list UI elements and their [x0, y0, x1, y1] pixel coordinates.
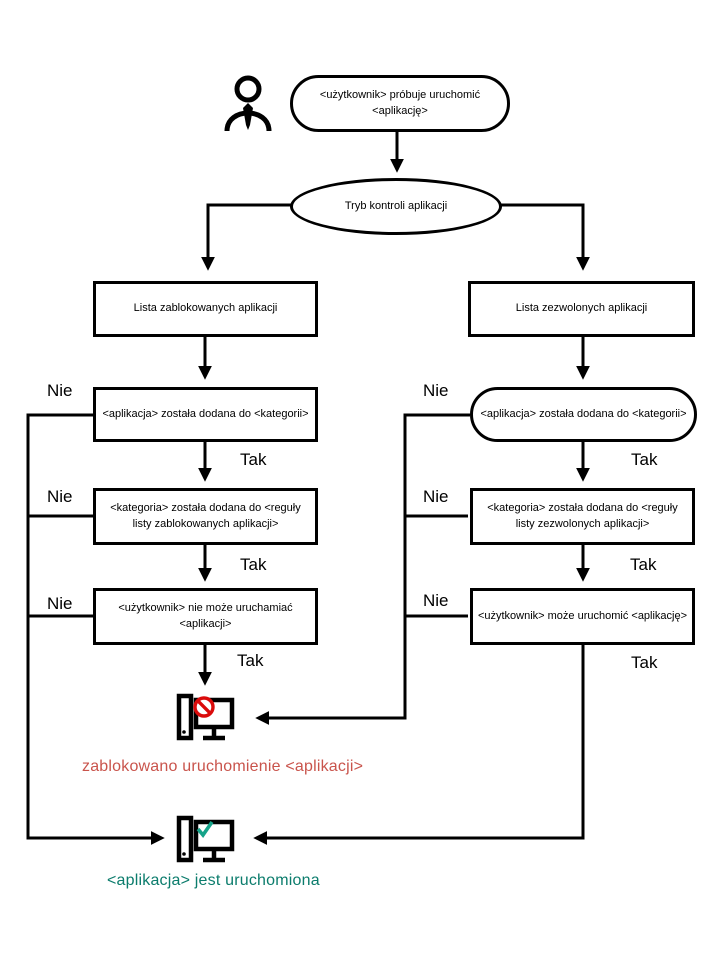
node-blocked-list: Lista zablokowanych aplikacji	[93, 281, 318, 337]
node-allowed-list: Lista zezwolonych aplikacji	[468, 281, 695, 337]
label-no-left-1: Nie	[47, 381, 73, 400]
label-yes-right-2: Tak	[630, 555, 657, 574]
node-left-app-in-category: <aplikacja> została dodana do <kategorii>	[93, 387, 318, 442]
label-no-right-1: Nie	[423, 381, 449, 400]
node-right-app-in-category: <aplikacja> została dodana do <kategorii>	[470, 387, 697, 442]
label-yes-right-1: Tak	[631, 450, 658, 469]
label-no-right-3: Nie	[423, 591, 449, 610]
label-no-right-2: Nie	[423, 487, 449, 506]
blocked-outcome-text: zablokowano uruchomienie <aplikacji>	[82, 758, 364, 775]
label-yes-left-1: Tak	[240, 450, 267, 469]
label-yes-left-2: Tak	[240, 555, 267, 574]
label-yes-left-3: Tak	[237, 651, 264, 670]
node-control-mode: Tryb kontroli aplikacji	[290, 178, 502, 235]
computer-running-icon	[176, 814, 236, 868]
user-icon	[220, 74, 276, 134]
node-left-user-cannot-run: <użytkownik> nie może uruchamiać <aplikacji>	[93, 588, 318, 645]
node-right-user-can-run: <użytkownik> może uruchomić <aplikację>	[470, 588, 695, 645]
label-no-left-2: Nie	[47, 487, 73, 506]
computer-blocked-icon	[176, 692, 236, 746]
node-left-category-in-rule: <kategoria> została dodana do <reguły listy zablokowanych aplikacji>	[93, 488, 318, 545]
node-start: <użytkownik> próbuje uruchomić <aplikację>	[290, 75, 510, 132]
label-no-left-3: Nie	[47, 594, 73, 613]
node-right-category-in-rule: <kategoria> została dodana do <reguły listy zezwolonych aplikacji>	[470, 488, 695, 545]
label-yes-right-3: Tak	[631, 653, 658, 672]
prohibit-sign	[195, 698, 213, 716]
running-outcome-text: <aplikacja> jest uruchomiona	[107, 872, 320, 889]
